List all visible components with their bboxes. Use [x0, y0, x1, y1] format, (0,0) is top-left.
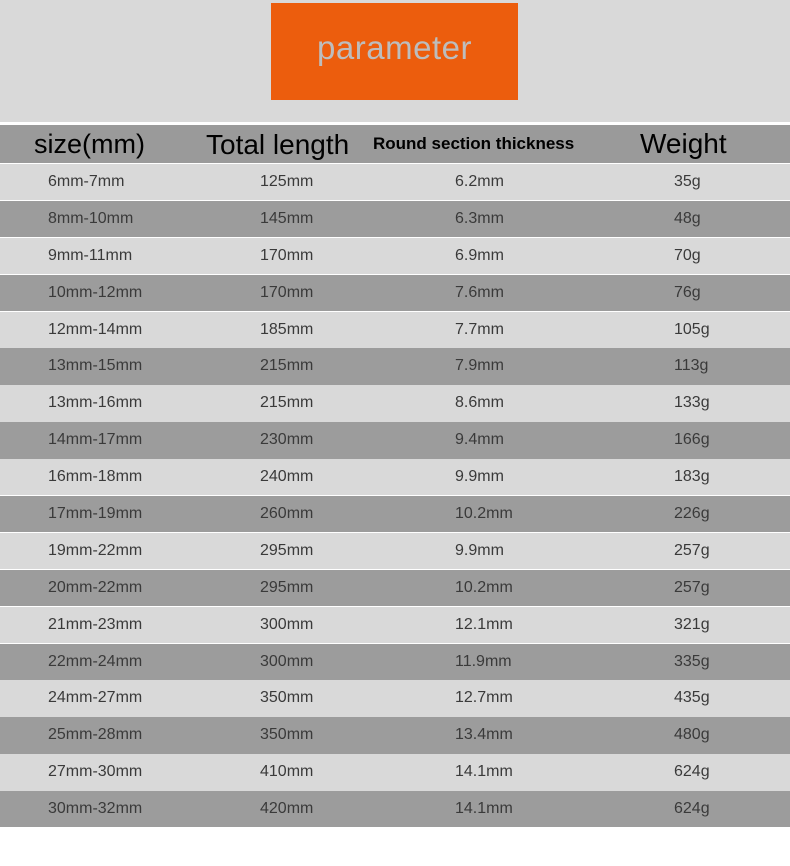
thickness-cell: 12.7mm: [455, 689, 513, 707]
thickness-cell: 9.9mm: [455, 541, 504, 559]
header-total-length: Total length: [206, 129, 350, 160]
weight-cell: 183g: [674, 468, 710, 486]
thickness-cell: 7.6mm: [455, 283, 504, 301]
thickness-cell: 12.1mm: [455, 615, 513, 633]
thickness-cell: 8.6mm: [455, 394, 504, 412]
size-cell: 9mm-11mm: [48, 246, 133, 264]
weight-cell: 624g: [674, 763, 710, 781]
total-length-cell: 350mm: [260, 689, 314, 707]
thickness-cell: 9.4mm: [455, 431, 504, 449]
total-length-cell: 300mm: [260, 652, 314, 670]
size-cell: 30mm-32mm: [48, 800, 143, 818]
table-row: [0, 312, 790, 348]
table-row: [0, 385, 790, 421]
table-row: [0, 164, 790, 200]
total-length-cell: 410mm: [260, 763, 314, 781]
weight-cell: 257g: [674, 578, 710, 596]
thickness-cell: 10.2mm: [455, 505, 513, 523]
size-cell: 14mm-17mm: [48, 431, 143, 449]
size-cell: 24mm-27mm: [48, 689, 143, 707]
table-row: [0, 754, 790, 790]
total-length-cell: 300mm: [260, 615, 314, 633]
thickness-cell: 7.7mm: [455, 320, 504, 338]
total-length-cell: 170mm: [260, 283, 314, 301]
thickness-cell: 7.9mm: [455, 357, 504, 375]
table-row: [0, 459, 790, 495]
header-weight: Weight: [640, 128, 727, 159]
weight-cell: 76g: [674, 283, 701, 301]
weight-cell: 166g: [674, 431, 710, 449]
size-cell: 19mm-22mm: [48, 541, 143, 559]
size-cell: 12mm-14mm: [48, 320, 143, 338]
thickness-cell: 10.2mm: [455, 578, 513, 596]
size-cell: 20mm-22mm: [48, 578, 143, 596]
table-row: [0, 717, 790, 753]
size-cell: 8mm-10mm: [48, 209, 134, 227]
table-row: [0, 607, 790, 643]
weight-cell: 435g: [674, 689, 710, 707]
size-cell: 10mm-12mm: [48, 283, 143, 301]
table-body: [0, 164, 790, 828]
header-size: size(mm): [34, 129, 145, 159]
thickness-cell: 13.4mm: [455, 726, 513, 744]
parameter-title: parameter: [317, 28, 472, 66]
size-cell: 16mm-18mm: [48, 468, 143, 486]
thickness-cell: 9.9mm: [455, 468, 504, 486]
header-round-section-thickness: Round section thickness: [373, 134, 575, 153]
total-length-cell: 240mm: [260, 468, 314, 486]
thickness-cell: 11.9mm: [455, 652, 512, 670]
thickness-cell: 6.2mm: [455, 173, 504, 190]
table-row: [0, 348, 790, 384]
thickness-cell: 14.1mm: [455, 800, 513, 818]
thickness-cell: 6.3mm: [455, 209, 504, 227]
thickness-cell: 14.1mm: [455, 763, 513, 781]
size-cell: 6mm-7mm: [48, 173, 125, 190]
weight-cell: 624g: [674, 800, 710, 818]
weight-cell: 226g: [674, 505, 710, 523]
bottom-strip: [0, 830, 790, 866]
size-cell: 13mm-15mm: [48, 357, 143, 375]
weight-cell: 48g: [674, 209, 701, 227]
total-length-cell: 170mm: [260, 246, 314, 264]
weight-cell: 257g: [674, 541, 710, 559]
total-length-cell: 295mm: [260, 541, 314, 559]
weight-cell: 335g: [674, 652, 710, 670]
weight-cell: 113g: [674, 357, 709, 375]
total-length-cell: 215mm: [260, 357, 314, 375]
weight-cell: 35g: [674, 173, 701, 190]
weight-cell: 480g: [674, 726, 710, 744]
table-row: [0, 201, 790, 237]
total-length-cell: 350mm: [260, 726, 314, 744]
table-row: [0, 496, 790, 532]
weight-cell: 105g: [674, 320, 710, 338]
table-row: [0, 680, 790, 716]
table-header-row: [0, 125, 790, 163]
total-length-cell: 260mm: [260, 505, 314, 523]
table-row: [0, 275, 790, 311]
header-area: [0, 0, 790, 122]
table-row: [0, 570, 790, 606]
table-row: [0, 422, 790, 458]
total-length-cell: 295mm: [260, 578, 314, 596]
table-row: [0, 791, 790, 827]
size-cell: 25mm-28mm: [48, 726, 143, 744]
total-length-cell: 420mm: [260, 800, 314, 818]
parameter-title-badge: [271, 3, 518, 100]
total-length-cell: 185mm: [260, 320, 314, 338]
table-row: [0, 533, 790, 569]
size-cell: 27mm-30mm: [48, 763, 143, 781]
weight-cell: 321g: [674, 615, 710, 633]
weight-cell: 133g: [674, 394, 710, 412]
total-length-cell: 215mm: [260, 394, 314, 412]
total-length-cell: 125mm: [260, 173, 314, 190]
total-length-cell: 145mm: [260, 209, 314, 227]
size-cell: 13mm-16mm: [48, 394, 143, 412]
table-row: [0, 238, 790, 274]
table-row: [0, 644, 790, 680]
weight-cell: 70g: [674, 246, 701, 264]
thickness-cell: 6.9mm: [455, 246, 504, 264]
size-cell: 17mm-19mm: [48, 505, 143, 523]
size-cell: 21mm-23mm: [48, 615, 143, 633]
size-cell: 22mm-24mm: [48, 652, 143, 670]
total-length-cell: 230mm: [260, 431, 314, 449]
